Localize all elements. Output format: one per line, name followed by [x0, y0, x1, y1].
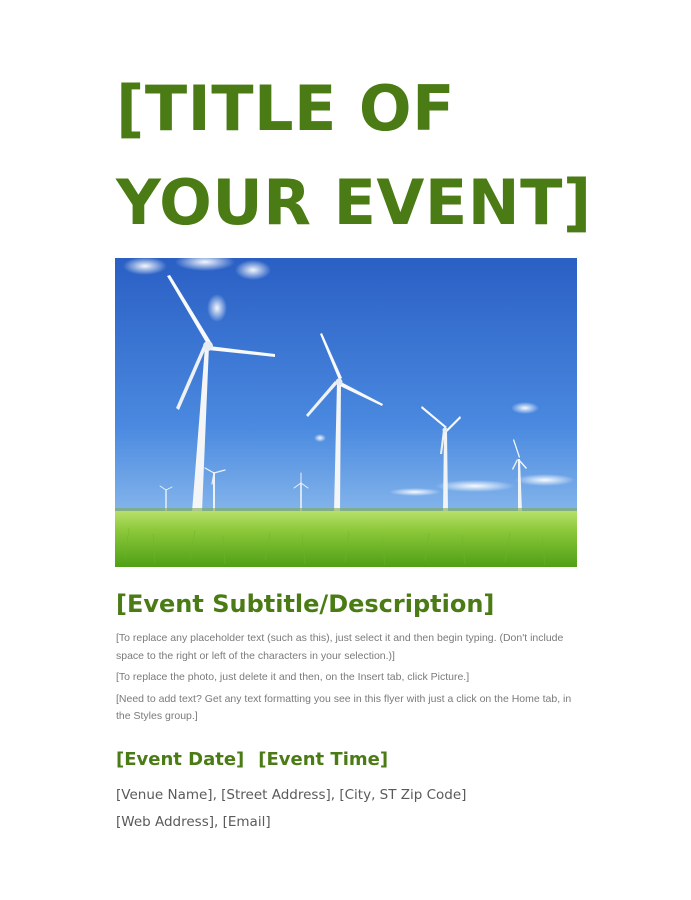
event-time[interactable]: [Event Time]: [258, 749, 389, 770]
event-title[interactable]: [116, 62, 592, 250]
web-email[interactable]: [Web Address], [Email]: [116, 814, 271, 830]
grass-field: [115, 511, 577, 567]
wind-turbine-photo: [115, 258, 577, 567]
event-date[interactable]: [Event Date]: [116, 749, 245, 770]
description-paragraph[interactable]: [To replace any placeholder text (such as this), just select it and then begin typing. (Don't include space to the right or left of the characters in your selection.)]: [116, 632, 564, 662]
event-title-line-1[interactable]: [TITLE OF: [116, 72, 455, 145]
description-paragraph[interactable]: [To replace the photo, just delete it and then, on the Insert tab, click Picture.]: [116, 671, 470, 683]
event-title-line-2[interactable]: YOUR EVENT]: [116, 166, 592, 239]
venue-address[interactable]: [Venue Name], [Street Address], [City, ST Zip Code]: [116, 787, 467, 803]
event-photo[interactable]: [115, 258, 577, 567]
event-date-time: [116, 746, 388, 774]
description-text[interactable]: [116, 630, 586, 730]
contact-info: [116, 782, 466, 836]
description-paragraph[interactable]: [Need to add text? Get any text formatting you see in this flyer with just a click on the Home tab, in the Styles group.]: [116, 692, 572, 722]
event-subtitle[interactable]: [Event Subtitle/Description]: [116, 590, 495, 618]
